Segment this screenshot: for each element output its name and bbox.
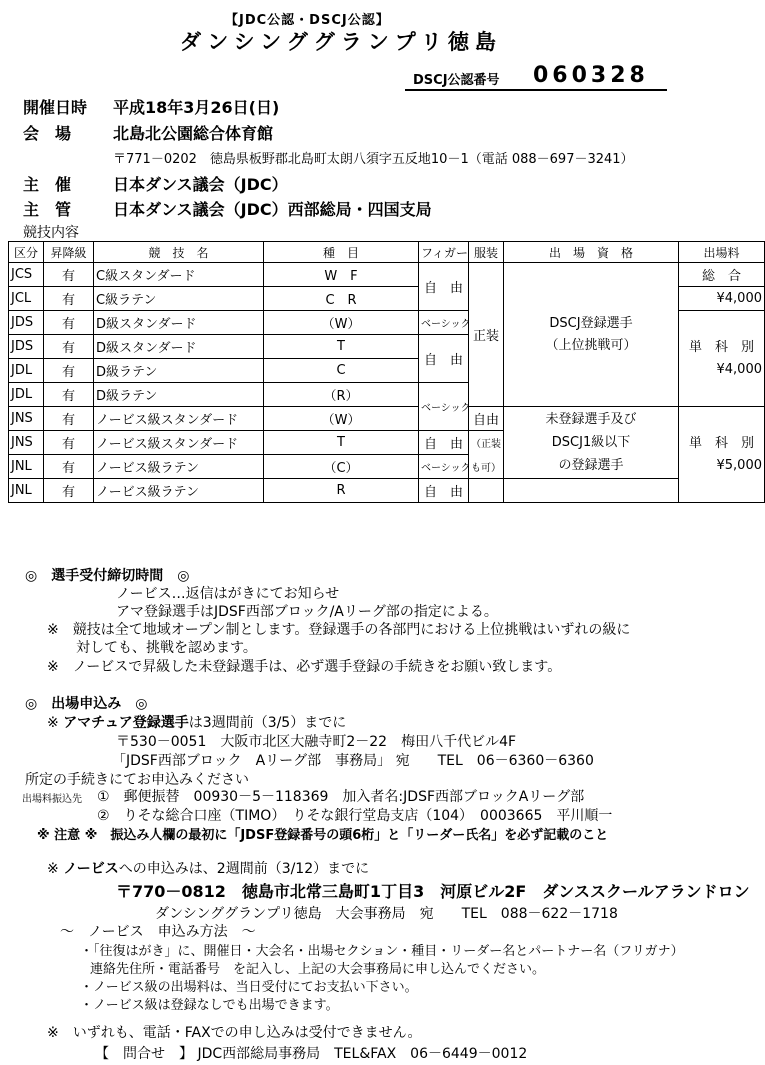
figure-cell: ベーシック [419,311,469,335]
inquiry-line: 【 問合せ 】 JDC西部総局事務局 TEL&FAX 06－6449－0012 [95,1046,528,1062]
dress-cell: も可） [469,455,504,479]
method-line: ・ノービス級は登録なしでも出場できます。 [80,998,339,1013]
novice-address: 〒770－0812 徳島市北常三島町1丁目3 河原ビル2F ダンススクールアランドロン [116,882,750,901]
dscj-number-box [405,65,667,91]
method-heading: ～ ノービス 申込み方法 ～ [60,924,256,940]
novice-label: ノービス [63,861,119,877]
table-header-row [9,242,765,263]
method-line: ・「往復はがき」に、開催日・大会名・出場セクション・種目・リーダー名とパートナー名（フリガナ） [80,944,684,959]
novice-deadline-text: への申込みは、2週間前（3/12）までに [118,861,370,877]
row-dance: （C） [264,455,419,479]
row-promo: 有 [44,335,94,359]
header-cell: フィガー [419,242,469,263]
row-dance: （W） [264,407,419,431]
amateur-office: 「JDSF西部ブロック Aリーグ部 事務局」 宛 TEL 06－6360－6360 [112,753,594,769]
row-promo: 有 [44,407,94,431]
header-cell: 競 技 名 [94,242,264,263]
fee-single-label: 単 科 別 [688,339,754,355]
events-label: 競技内容 [23,225,79,241]
row-event-name: C級スタンダード [94,263,264,287]
row-event-name: ノービス級ラテン [94,479,264,503]
row-code: JNL [9,455,44,479]
qualification-line: 未登録選手及び [545,412,637,427]
procedure-note: 所定の手続きにてお申込みください [25,772,249,788]
row-event-name: D級スタンダード [94,335,264,359]
figure-cell: 自 由 [419,263,469,311]
figure-cell: 自 由 [419,431,469,455]
header-cell: 昇降級 [44,242,94,263]
figure-cell: ベーシック [419,455,469,479]
transfer-label: 出場料振込先 [22,794,82,805]
fee-amount: ¥4,000 [679,287,765,311]
row-promo: 有 [44,359,94,383]
dress-cell: （正装 [469,431,504,455]
qualification-cell-empty [504,479,679,503]
row-dance: W F [264,263,419,287]
row-code: JNS [9,407,44,431]
row-promo: 有 [44,287,94,311]
date-label: 開催日時 [23,98,88,117]
header-cell: 服装 [469,242,504,263]
dscj-label: DSCJ公認番号 [413,73,500,88]
fee-cell [679,311,765,407]
entries-table [8,241,765,503]
row-code: JDL [9,383,44,407]
row-promo: 有 [44,311,94,335]
row-promo: 有 [44,455,94,479]
header-cell: 出場料 [679,242,765,263]
amateur-address: 〒530－0051 大阪市北区大融寺町2－22 梅田八千代ビル4F [116,734,517,750]
qualification-line: の登録選手 [558,458,624,473]
qualification-line: DSCJ1級以下 [551,435,631,450]
deadline-note: ※ 競技は全て地域オープン制とします。登録選手の各部門における上位挑戦はいずれの級に [47,622,631,638]
page-title: ダンシンググランプリ徳島 [180,30,502,54]
dress-cell-empty [469,479,504,503]
organizer-value: 日本ダンス議会（JDC） [113,175,288,194]
row-dance: C [264,359,419,383]
certification-line: 【JDC公認・DSCJ公認】 [225,13,390,28]
row-dance: （W） [264,311,419,335]
dscj-number: 060328 [533,63,649,88]
row-code: JCS [9,263,44,287]
table-row [9,479,765,503]
row-event-name: D級スタンダード [94,311,264,335]
row-dance: T [264,335,419,359]
row-code: JDL [9,359,44,383]
qualification-line: DSCJ登録選手 [549,315,633,331]
table-row [9,263,765,287]
row-event-name: D級ラテン [94,383,264,407]
venue-value: 北島北公園総合体育館 [113,124,274,143]
row-promo: 有 [44,431,94,455]
header-cell: 出 場 資 格 [504,242,679,263]
organizer-label: 主 催 [23,175,72,194]
row-event-name: C級ラテン [94,287,264,311]
figure-cell: 自 由 [419,335,469,383]
table-row [9,407,765,431]
fee-amount: ¥5,000 [716,457,762,473]
transfer-postal: ① 郵便振替 00930－5－118369 加入者名:JDSF西部ブロックAリーグ部 [97,789,585,805]
row-code: JCL [9,287,44,311]
header-cell: 種 目 [264,242,419,263]
novice-office: ダンシンググランプリ徳島 大会事務局 宛 TEL 088－622－1718 [155,906,618,922]
deadline-line: ノービス…返信はがきにてお知らせ [116,586,340,602]
venue-label: 会 場 [23,124,72,143]
figure-cell: ベーシック [419,383,469,431]
row-code: JNL [9,479,44,503]
manager-label: 主 管 [23,200,72,219]
deadline-note: ※ ノービスで昇級した未登録選手は、必ず選手登録の手続きをお願い致します。 [47,659,562,675]
amateur-deadline [47,712,346,732]
note-mark: ※ [47,715,59,731]
method-line: ・ノービス級の出場料は、当日受付にてお支払い下さい。 [80,980,418,995]
row-event-name: ノービス級ラテン [94,455,264,479]
row-promo: 有 [44,479,94,503]
amateur-deadline-text: は3週間前（3/5）までに [188,715,347,731]
row-event-name: ノービス級スタンダード [94,407,264,431]
row-code: JDS [9,335,44,359]
dress-cell: 自由 [469,407,504,431]
date-value: 平成18年3月26日(日) [113,98,280,117]
venue-address: 〒771－0202 徳島県板野郡北島町太朗八須字五反地10－1（電話 088－697－3241） [113,152,634,167]
novice-deadline [47,858,369,878]
fee-amount: ¥4,000 [716,361,762,377]
note-mark: ※ [47,861,59,877]
row-dance: （R） [264,383,419,407]
row-promo: 有 [44,383,94,407]
method-line: 連絡先住所・電話番号 を記入し、上記の大会事務局に申し込んでください。 [90,962,546,977]
row-code: JDS [9,311,44,335]
phone-fax-note: ※ いずれも、電話・FAXでの申し込みは受付できません。 [47,1025,422,1041]
dress-cell: 正装 [469,263,504,407]
transfer-caution: ※ 注意 ※ 振込み人欄の最初に「JDSF登録番号の頭6桁」と「リーダー氏名」を必ず記載のこと [37,828,609,843]
row-dance: T [264,431,419,455]
row-dance: C R [264,287,419,311]
transfer-bank: ② りそな総合口座（TIMO） りそな銀行堂島支店（104） 0003665 平川順一 [97,808,613,824]
row-event-name: ノービス級スタンダード [94,431,264,455]
row-dance: R [264,479,419,503]
deadline-heading: ◎ 選手受付締切時間 ◎ [25,568,190,584]
deadline-note: 対しても、挑戦を認めます。 [76,640,257,656]
figure-cell: 自 由 [419,479,469,503]
amateur-label: アマチュア登録選手 [63,715,189,731]
row-promo: 有 [44,263,94,287]
row-event-name: D級ラテン [94,359,264,383]
fee-single-label: 単 科 別 [688,435,754,451]
fee-cell [679,407,765,503]
fee-total-label: 総 合 [679,263,765,287]
header-cell: 区分 [9,242,44,263]
qualification-cell [504,263,679,407]
qualification-cell [504,407,679,479]
deadline-line: アマ登録選手はJDSF西部ブロック/Aリーグ部の指定による。 [116,604,498,620]
application-heading: ◎ 出場申込み ◎ [25,696,148,712]
manager-value: 日本ダンス議会（JDC）西部総局・四国支局 [113,200,432,219]
qualification-line: （上位挑戦可） [545,337,637,353]
row-code: JNS [9,431,44,455]
